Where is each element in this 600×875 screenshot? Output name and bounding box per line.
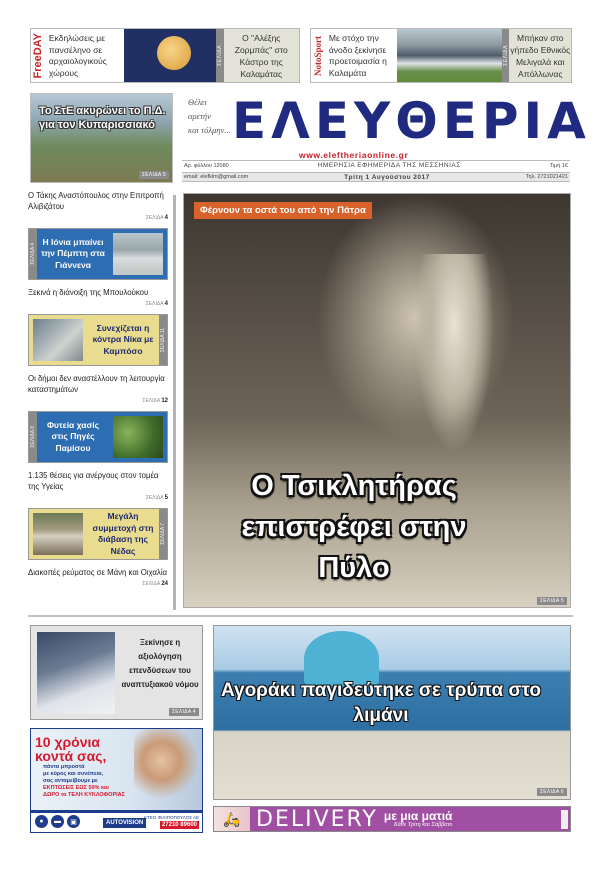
business-photo xyxy=(37,632,115,714)
top-teaser-freeday[interactable] xyxy=(30,28,300,83)
story-headline: Αγοράκι παγιδεύτηκε σε τρύπα στο λιμάνι xyxy=(220,680,541,726)
ad-brand: AUTOVISION xyxy=(103,818,146,828)
box-item[interactable]: ΣΕΛΙΔΑ 8 Φυτεία χασίς στις Πηγές Παμίσου xyxy=(28,411,168,463)
masthead-info-row xyxy=(182,160,570,170)
brief-item[interactable]: Ο Τάκης Αναστόπουλος στην Επιτροπή Αλιβιζάτου ΣΕΛΙΔΑ 4 xyxy=(28,191,168,221)
email[interactable]: email: elefklm@gmail.com xyxy=(184,174,249,180)
masthead-side-teaser[interactable] xyxy=(30,93,173,183)
side-teaser-text: Το ΣτΕ ακυρώνει το Π.Δ. για τον Κυπαρισσιακό xyxy=(39,105,166,131)
team-photo xyxy=(397,29,501,82)
issue-number: Αρ. φύλλου 12080 xyxy=(184,162,229,169)
page-tab xyxy=(561,810,568,829)
phone: Τηλ. 2721021421 xyxy=(525,174,568,180)
newspaper-logo[interactable]: ΕΛΕΥΘΕΡΙΑ xyxy=(232,92,591,150)
ad-phone: 27210 89600 xyxy=(161,822,197,828)
page-ref: ΣΕΛΙΔΑ 4 xyxy=(145,215,168,221)
service-icons xyxy=(35,815,80,828)
price: Τιμή 1€ xyxy=(549,162,568,169)
page-ref: ΣΕΛΙΔΑ 4 xyxy=(145,301,168,307)
brief-item[interactable]: Ξεκινά η διάνοιξη της Μπουλούκου ΣΕΛΙΔΑ 4 xyxy=(28,288,168,307)
page-tab: ΣΕΛΙΔΑ 11 xyxy=(159,315,167,365)
story-kicker: Φέρνουν τα οστά του από την Πάτρα xyxy=(194,202,372,219)
box-item[interactable]: Μεγάλη συμμετοχή στη διάβαση της Νέδας ΣΕΛΙΔΑ 7 xyxy=(28,508,168,560)
teaser-text: Με στόχο την άνοδο ξεκίνησε προετοιμασία η Καλαμάτα xyxy=(328,33,387,78)
story-headline: Ο Τσικλητήρας επιστρέφει στην Πύλο xyxy=(241,470,467,584)
freeday-label: FreeDAY xyxy=(31,29,45,82)
brief-item[interactable]: Διακοπές ρεύματος σε Μάνη και Οιχαλία ΣΕΛΙΔΑ 24 xyxy=(28,568,168,587)
delivery-text: με μια ματιά Κάθε Τρίτη και Σάββατο xyxy=(383,809,453,828)
ad-headline: 10 χρόνια κοντά σας, xyxy=(35,734,107,764)
page-tab: ΣΕΛΙΔΑ 7 xyxy=(159,509,167,559)
ad-copy: πάντα μπροστά με κύρος και συνέπεια, σας ανταμείβουμε με ΕΚΠΤΩΣΕΙΣ ΕΩΣ 50% και ΔΩΡΟ τα ΤΕΛΗ ΚΥΚΛΟΦΟΡΙΑΣ xyxy=(43,764,125,798)
main-story[interactable] xyxy=(183,193,571,608)
page-ref: ΣΕΛΙΔΑ 12 xyxy=(142,398,168,404)
date: Τρίτη 1 Αυγούστου 2017 xyxy=(344,173,430,181)
box-item[interactable]: ΣΕΛΙΔΑ 4 Η Ιόνια μπαίνει την Πέμπτη στα Γιάννενα xyxy=(28,228,168,280)
page-ref: ΣΕΛΙΔΑ 5 xyxy=(145,495,168,501)
section-divider xyxy=(28,615,573,617)
harbor-story[interactable] xyxy=(213,625,571,800)
brief-item[interactable]: Οι δήμοι δεν αναστέλλουν τη λειτουργία καταστημάτων ΣΕΛΙΔΑ 12 xyxy=(28,374,168,404)
plants-photo xyxy=(113,416,163,458)
column-divider xyxy=(173,195,176,610)
page-tag: ΣΕΛΙΔΑ 6 xyxy=(537,788,567,796)
teaser-text: Εκδηλώσεις με πανσέληνο σε αρχαιολογικούς χώρους xyxy=(48,33,107,78)
service-icon-2: ▬ xyxy=(51,815,64,828)
box-item[interactable]: Συνεχίζεται η κόντρα Νίκα με Καμπόσο ΣΕΛΙΔΑ 11 xyxy=(28,314,168,366)
masthead-date-row xyxy=(182,172,570,182)
road-photo xyxy=(113,233,163,275)
page-tag: ΣΕΛΙΔΑ 4 xyxy=(169,708,199,716)
service-icon-1: ● xyxy=(35,815,48,828)
ad-dealer: ΚΤΕΟ ΦΙΛΙΠΟΠΟΥΛΟΣ ΑΕ xyxy=(144,815,199,820)
investment-story[interactable] xyxy=(30,625,203,720)
delivery-banner[interactable] xyxy=(213,806,571,832)
notosport-label: NotoSport xyxy=(311,29,325,82)
page-ref: ΣΕΛΙΔΑ 24 xyxy=(142,581,168,587)
motto: Θέλει αρετήν και τόλμην... xyxy=(188,97,231,135)
page-tab: ΣΕΛΙΔΑ 8 xyxy=(29,412,37,462)
delivery-title: DELIVERY xyxy=(256,806,378,832)
couple-photo xyxy=(134,729,202,809)
brief-item[interactable]: 1.135 θέσεις για ανέργους στον τομέα της Υγείας ΣΕΛΙΔΑ 5 xyxy=(28,471,168,501)
athlete-figure xyxy=(414,254,494,454)
left-column xyxy=(28,190,168,587)
page-tag: ΣΕΛΙΔΑ 5 xyxy=(537,597,567,605)
scooter-icon: 🛵 xyxy=(214,807,250,831)
autovision-ad[interactable] xyxy=(30,728,203,833)
page-tab: ΣΕΛΙΔΑ xyxy=(216,29,224,82)
service-icon-3: ▣ xyxy=(67,815,80,828)
river-photo xyxy=(33,513,83,555)
website-link[interactable]: www.eleftheriaonline.gr xyxy=(299,150,409,160)
story-text: Ξεκίνησε η αξιολόγηση επενδύσεων του αναπτυξιακού νόμου xyxy=(121,638,199,689)
factory-photo xyxy=(33,319,83,361)
subtitle: ΗΜΕΡΗΣΙΑ ΕΦΗΜΕΡΙΔΑ ΤΗΣ ΜΕΣΣΗΝΙΑΣ xyxy=(317,162,461,169)
top-teaser-notosport[interactable] xyxy=(310,28,572,83)
page-tag: ΣΕΛΙΔΑ 5 xyxy=(139,171,169,179)
teaser-right-text: Ο "Αλέξης Ζορμπάς" στο Κάστρο της Καλαμάτας xyxy=(224,29,300,82)
moon-photo xyxy=(124,29,215,82)
page-tab: ΣΕΛΙΔΑ xyxy=(502,29,510,82)
moon-icon xyxy=(157,36,191,70)
teaser-right-text: Μπήκαν στο γήπεδο Εθνικός Μελιγαλά και Απόλλωνας xyxy=(509,29,571,82)
page-tab: ΣΕΛΙΔΑ 4 xyxy=(29,229,37,279)
